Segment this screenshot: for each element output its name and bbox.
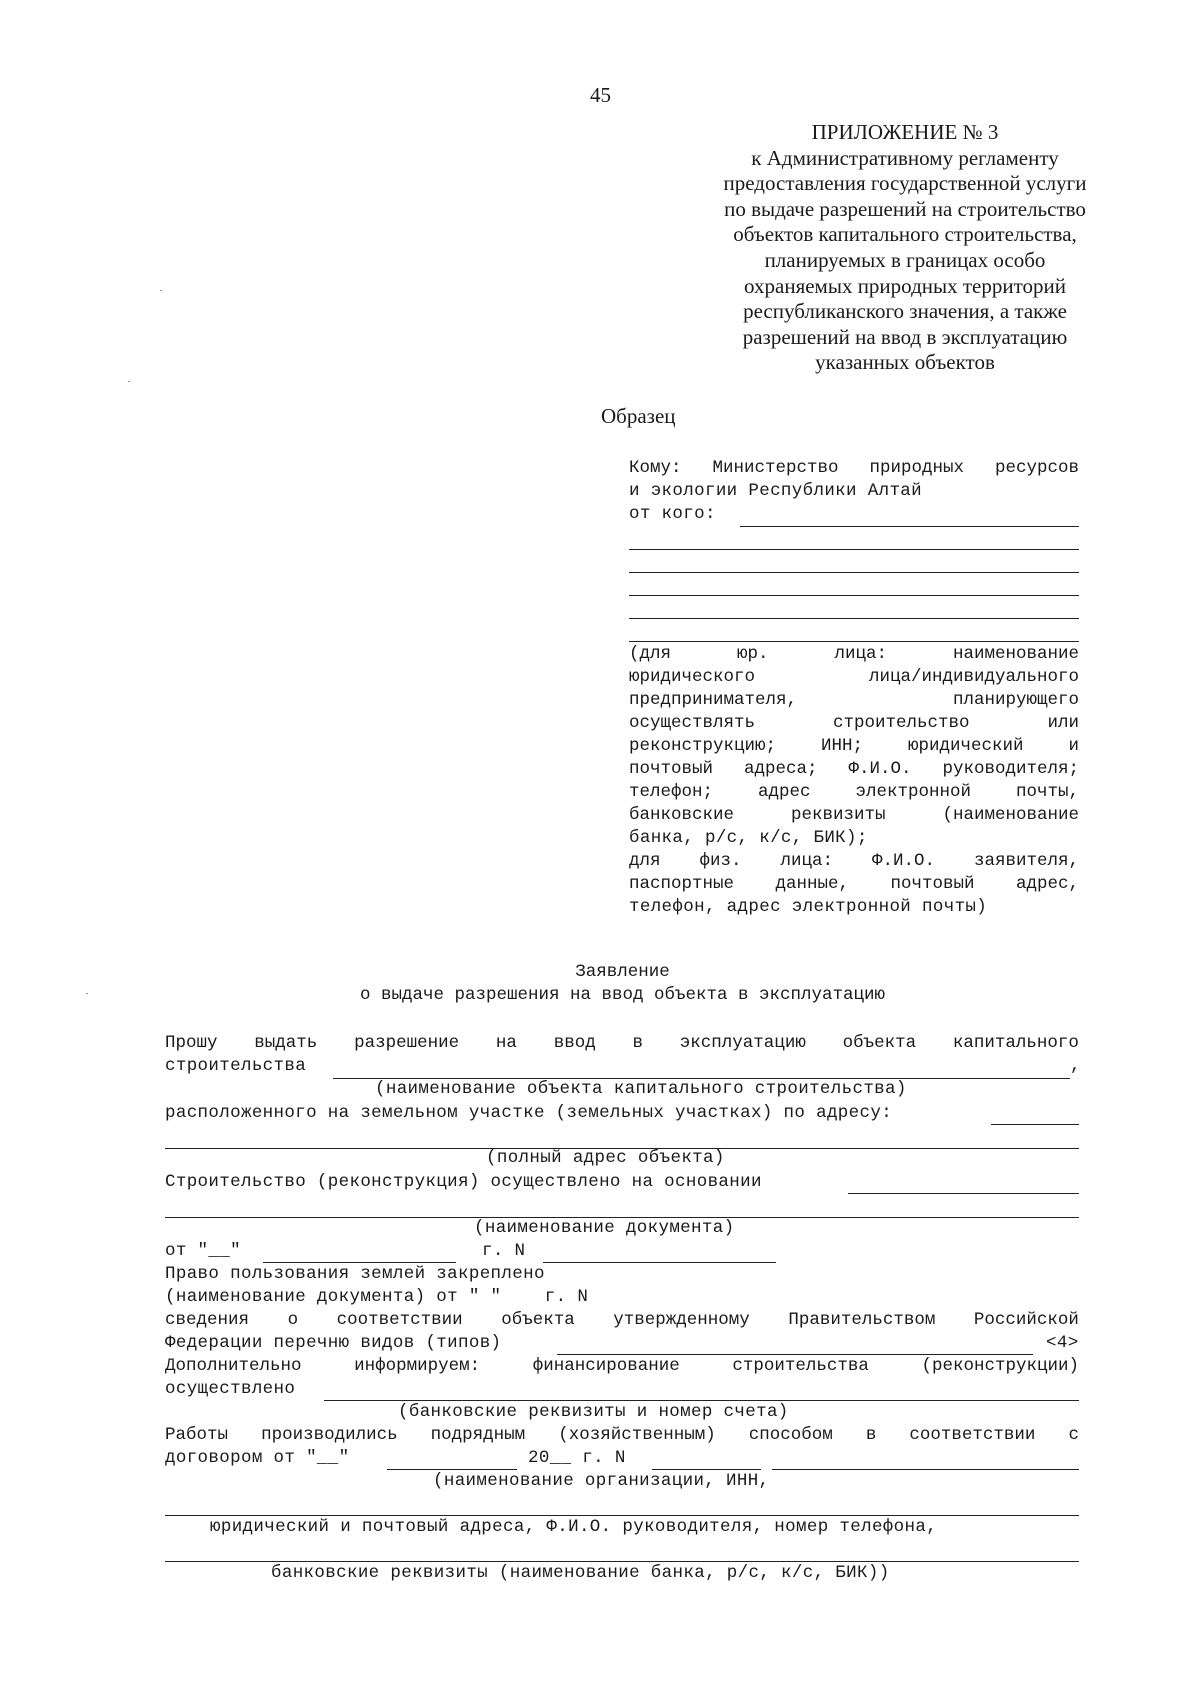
- additional-word: строительства: [732, 1356, 869, 1376]
- document-date-field[interactable]: [263, 1262, 456, 1263]
- organization-field-line-2[interactable]: [165, 1515, 1079, 1516]
- works-line: [165, 1425, 1079, 1445]
- contract-date-field[interactable]: [387, 1469, 517, 1470]
- hint-word: юридический: [907, 736, 1024, 756]
- hint-word: (для: [629, 644, 672, 664]
- appendix-block: [695, 120, 1115, 376]
- statement-subtitle: о выдаче разрешения на ввод объекта в эксплуатацию: [359, 985, 886, 1005]
- hint-org-2: юридический и почтовый адреса, Ф.И.О. руководителя, номер телефона,: [210, 1517, 938, 1537]
- organization-field[interactable]: [772, 1469, 1079, 1470]
- compliance-word: утвержденному: [613, 1310, 750, 1330]
- addressee-hint-line: [629, 782, 1079, 802]
- request-word: эксплуатацию: [679, 1033, 806, 1053]
- appendix-line: по выдаче разрешений на строительство: [724, 196, 1086, 221]
- addressee-hint-line: [629, 713, 1079, 733]
- request-line: [165, 1033, 1079, 1053]
- scan-speck: [86, 993, 88, 994]
- hint-word: физ.: [699, 851, 742, 871]
- hint-word: банковские: [629, 805, 735, 825]
- hint-document-name: (наименование документа): [474, 1218, 735, 1238]
- addressee-hint-line: телефон, адрес электронной почты): [629, 897, 988, 917]
- bank-details-field[interactable]: [324, 1400, 1079, 1401]
- contract-from-label: договором от "__": [165, 1448, 350, 1468]
- hint-word: почтовый: [629, 759, 714, 779]
- from-field-line-3[interactable]: [629, 572, 1079, 573]
- from-field-line-6[interactable]: [629, 641, 1079, 642]
- hint-word: предпринимателя,: [629, 690, 798, 710]
- addressee-to-line-2: и экологии Республики Алтай: [629, 481, 922, 501]
- types-list-field[interactable]: [557, 1354, 1033, 1355]
- appendix-line: республиканского значения, а также: [743, 299, 1067, 324]
- construction-label: строительства: [165, 1056, 307, 1076]
- additional-word: Дополнительно: [165, 1356, 302, 1376]
- footnote-4: <4>: [1046, 1333, 1079, 1353]
- hint-bank: (банковские реквизиты и номер счета): [398, 1402, 789, 1422]
- works-word: способом: [748, 1425, 833, 1445]
- hint-word: юридического: [629, 667, 756, 687]
- appendix-title: ПРИЛОЖЕНИЕ № 3: [811, 120, 999, 144]
- hint-word: или: [1047, 713, 1079, 733]
- hint-word: планирующего: [952, 690, 1079, 710]
- hint-word: лица:: [834, 644, 887, 664]
- request-word: Прошу: [165, 1033, 218, 1053]
- addressee-hint-line: [629, 874, 1079, 894]
- hint-word: наименование: [952, 644, 1079, 664]
- addressee-word: природных: [869, 458, 964, 478]
- addressee-to-line: [629, 458, 1079, 478]
- hint-full-address: (полный адрес объекта): [486, 1148, 725, 1168]
- compliance-word: Правительством: [788, 1310, 936, 1330]
- additional-line: [165, 1356, 1079, 1376]
- additional-word: (реконструкции): [921, 1356, 1079, 1376]
- document-number-field[interactable]: [543, 1262, 776, 1263]
- additional-word: финансирование: [532, 1356, 680, 1376]
- hint-word: и: [1068, 736, 1079, 756]
- addressee-word: Кому:: [629, 458, 682, 478]
- from-field-line-5[interactable]: [629, 618, 1079, 619]
- hint-word: лица/индивидуального: [868, 667, 1079, 687]
- hint-word: телефон;: [629, 782, 714, 802]
- hint-word: юр.: [736, 644, 769, 664]
- hint-word: реконструкцию;: [629, 736, 777, 756]
- request-word: объекта: [842, 1033, 917, 1053]
- hint-word: лица:: [780, 851, 833, 871]
- works-word: с: [1068, 1425, 1079, 1445]
- appendix-line: предоставления государственной услуги: [723, 171, 1087, 196]
- request-word: капитального: [952, 1033, 1079, 1053]
- scan-speck: [160, 290, 162, 291]
- doc-from-line: (наименование документа) от " " г. N: [165, 1287, 589, 1307]
- request-word: на: [495, 1033, 517, 1053]
- addressee-word: ресурсов: [994, 458, 1079, 478]
- addressee-hint-line: [629, 759, 1079, 779]
- hint-word: ИНН;: [821, 736, 864, 756]
- hint-word: реквизиты: [790, 805, 886, 825]
- compliance-word: Российской: [973, 1310, 1079, 1330]
- from-field-line-4[interactable]: [629, 595, 1079, 596]
- city-n-label: г. N: [482, 1241, 526, 1261]
- organization-field-line-3[interactable]: [165, 1561, 1079, 1562]
- statement-title: Заявление: [575, 962, 670, 982]
- from-field-line-2[interactable]: [629, 549, 1079, 550]
- request-word: ввод: [553, 1033, 596, 1053]
- hint-org-3: банковские реквизиты (наименование банка, р/с, к/с, БИК)): [271, 1563, 890, 1583]
- hint-word: почты,: [1015, 782, 1079, 802]
- hint-org: (наименование организации, ИНН,: [433, 1471, 770, 1491]
- addressee-hint-line: [629, 851, 1079, 871]
- from-label: от кого:: [629, 504, 716, 524]
- basis-field[interactable]: [848, 1193, 1079, 1194]
- from-date-label: от "__": [165, 1241, 241, 1261]
- hint-object-name: (наименование объекта капитального строительства): [375, 1079, 907, 1099]
- appendix-line: охраняемых природных территорий: [744, 273, 1066, 298]
- hint-word: руководителя;: [942, 759, 1079, 779]
- compliance-word: о: [287, 1310, 299, 1330]
- hint-word: адрес,: [1015, 874, 1079, 894]
- works-word: Работы: [165, 1425, 229, 1445]
- compliance-line: [165, 1310, 1079, 1330]
- works-word: соответствии: [909, 1425, 1036, 1445]
- compliance-word: сведения: [165, 1310, 250, 1330]
- request-word: выдать: [254, 1033, 318, 1053]
- works-word: (хозяйственным): [558, 1425, 716, 1445]
- page-number: 45: [590, 83, 611, 107]
- addressee-word: Министерство: [712, 458, 839, 478]
- works-word: в: [865, 1425, 877, 1445]
- addressee-hint-line: [629, 736, 1079, 756]
- addressee-hint-line: [629, 805, 1079, 825]
- appendix-line: объектов капитального строительства,: [733, 222, 1077, 247]
- located-label: расположенного на земельном участке (земельных участках) по адресу:: [165, 1103, 893, 1123]
- compliance-word: соответствии: [336, 1310, 463, 1330]
- hint-word: строительство: [832, 713, 970, 733]
- works-word: подрядным: [430, 1425, 526, 1445]
- appendix-line: указанных объектов: [815, 350, 995, 375]
- contract-number-field[interactable]: [652, 1469, 761, 1470]
- additional-word: информируем:: [354, 1356, 481, 1376]
- hint-word: данные,: [775, 874, 850, 894]
- appendix-line: разрешений на ввод в эксплуатацию: [742, 324, 1068, 349]
- hint-word: для: [629, 851, 661, 871]
- appendix-line: планируемых в границах особо: [764, 247, 1046, 272]
- hint-word: Ф.И.О.: [871, 851, 935, 871]
- hint-word: электронной: [855, 782, 971, 802]
- carried-out-label: осуществлено: [165, 1379, 296, 1399]
- from-field[interactable]: [740, 526, 1079, 527]
- hint-word: адрес: [757, 782, 811, 802]
- addressee-hint-line: [629, 690, 1079, 710]
- hint-word: Ф.И.О.: [848, 759, 912, 779]
- hint-word: адреса;: [743, 759, 818, 779]
- works-word: производились: [261, 1425, 398, 1445]
- address-field[interactable]: [991, 1124, 1079, 1125]
- scan-speck: [128, 381, 130, 382]
- addressee-hint-line: [629, 667, 1079, 687]
- sample-label: Образец: [601, 404, 676, 428]
- addressee-hint-line: банка, р/с, к/с, БИК);: [629, 828, 868, 848]
- hint-word: почтовый: [890, 874, 975, 894]
- compliance-word: объекта: [501, 1310, 575, 1330]
- hint-word: заявителя,: [973, 851, 1079, 871]
- basis-label: Строительство (реконструкция) осуществлено на основании: [165, 1172, 762, 1192]
- addressee-hint-line: [629, 644, 1079, 664]
- hint-word: (наименование: [942, 805, 1079, 825]
- request-word: в: [632, 1033, 644, 1053]
- federation-label: Федерации перечню видов (типов): [165, 1333, 502, 1353]
- land-right-label: Право пользования землей закреплено: [165, 1264, 545, 1284]
- comma: ,: [1070, 1056, 1081, 1076]
- year-20-label: 20__ г. N: [528, 1448, 626, 1468]
- request-word: разрешение: [354, 1033, 460, 1053]
- hint-word: паспортные: [629, 874, 735, 894]
- appendix-line: к Административному регламенту: [751, 145, 1059, 170]
- hint-word: осуществлять: [629, 713, 756, 733]
